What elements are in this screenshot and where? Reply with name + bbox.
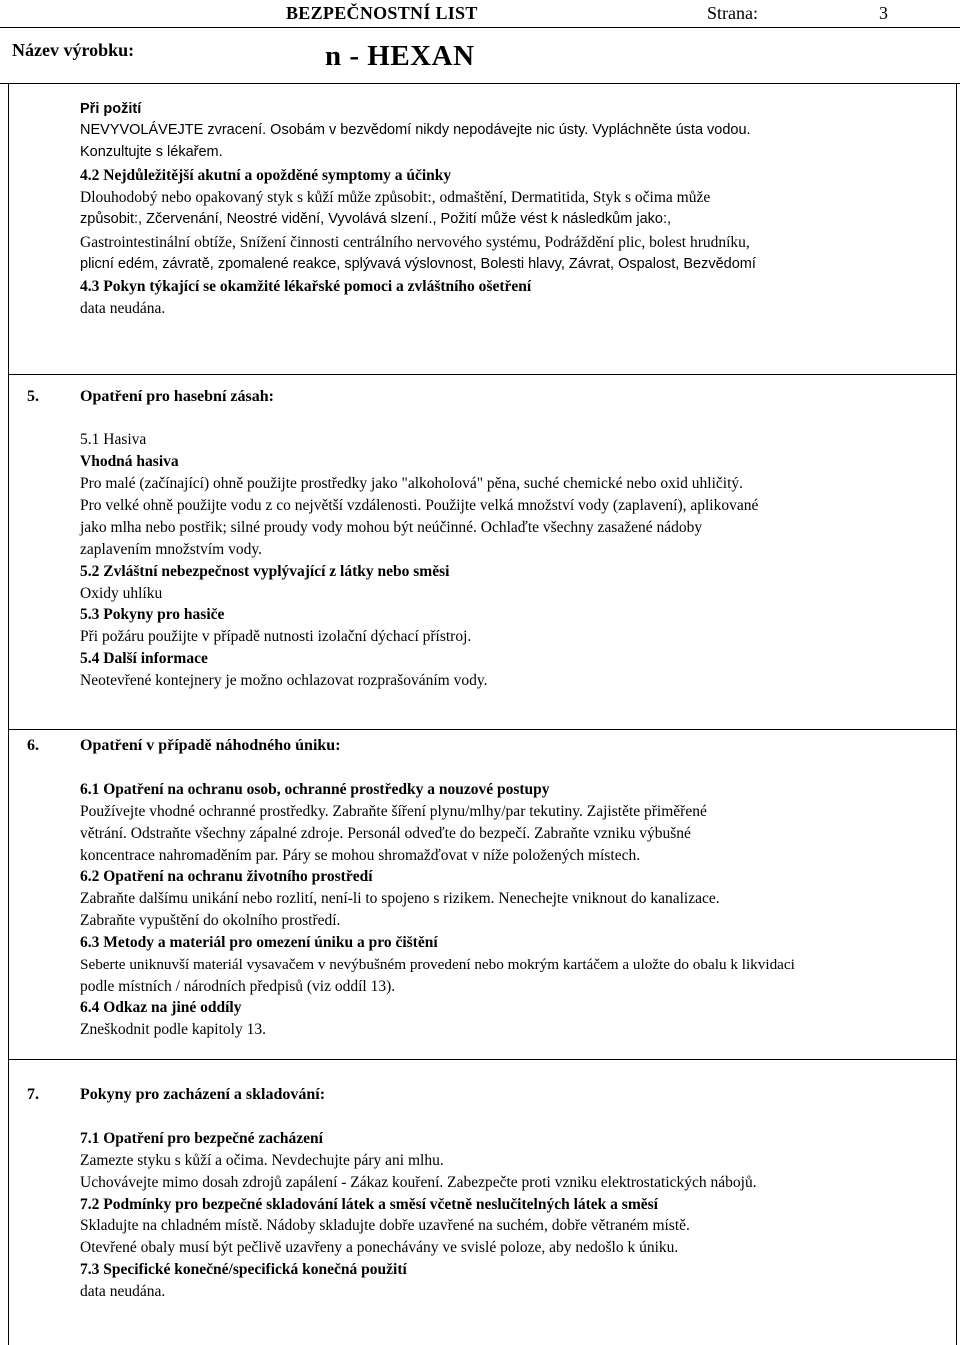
ingestion-heading: Při požití xyxy=(80,101,142,117)
section-7-title: Pokyny pro zacházení a skladování: xyxy=(80,1086,326,1103)
frame-right-6 xyxy=(956,729,957,1059)
subsection-4-3-heading: 4.3 Pokyn týkající se okamžité lékařské pomoci a zvláštního ošetření xyxy=(80,278,532,295)
section-6-number: 6. xyxy=(27,737,39,754)
subsection-7-3-text: data neudána. xyxy=(80,1283,166,1300)
subsection-5-4-heading: 5.4 Další informace xyxy=(80,650,208,667)
section-divider-6 xyxy=(8,729,957,730)
frame-right-7 xyxy=(956,1059,957,1345)
ingestion-text-1: NEVYVOLÁVEJTE zvracení. Osobám v bezvědomí nikdy nepodávejte nic ústy. Vypláchněte ústa vodou. xyxy=(80,122,751,138)
page-number: 3 xyxy=(879,3,888,23)
subsection-7-2-text-2: Otevřené obaly musí být pečlivě uzavřeny a ponechávány ve svislé poloze, aby nedošlo k úniku. xyxy=(80,1239,679,1256)
subsection-7-2-text-1: Skladujte na chladném místě. Nádoby skladujte dobře uzavřené na suchém, dobře větraném místě. xyxy=(80,1217,690,1234)
subsection-6-4-text: Zneškodnit podle kapitoly 13. xyxy=(80,1021,266,1038)
subsection-5-4-text: Neotevřené kontejnery je možno ochlazovat rozprašováním vody. xyxy=(80,672,488,689)
subsection-5-1-text-3: jako mlha nebo postřik; silné proudy vody mohou být neúčinné. Ochlaďte všechny zasažené nádoby xyxy=(80,519,703,536)
subsection-6-2-heading: 6.2 Opatření na ochranu životního prostředí xyxy=(80,868,373,885)
page-label: Strana: xyxy=(707,3,758,23)
subsection-4-2-text-3: Gastrointestinální obtíže, Snížení činnosti centrálního nervového systému, Podráždění plic, bolest hrudníku, xyxy=(80,234,750,251)
subsection-6-1-heading: 6.1 Opatření na ochranu osob, ochranné prostředky a nouzové postupy xyxy=(80,781,550,798)
section-5-title: Opatření pro hasební zásah: xyxy=(80,388,274,405)
section-7-number: 7. xyxy=(27,1086,39,1103)
frame-left-7 xyxy=(8,1059,9,1345)
frame-right-4 xyxy=(956,84,957,374)
subsection-4-2-text-2: způsobit:, Zčervenání, Neostré vidění, Vyvolává slzení., Požití může vést k následkům jako:, xyxy=(80,211,672,227)
subsection-4-2-text-4: plicní edém, závratě, zpomalené reakce, splývavá výslovnost, Bolesti hlavy, Závrat, Ospalost, Bezvědomí xyxy=(80,256,756,272)
header-divider xyxy=(0,27,960,28)
product-name: n - HEXAN xyxy=(325,40,475,72)
subsection-6-2-text-2: Zabraňte vypuštění do okolního prostředí. xyxy=(80,912,341,929)
header-divider-bottom xyxy=(0,83,960,84)
subsection-6-3-text-1: Seberte uniknuvší materiál vysavačem v nevýbušném provedení nebo mokrým kartáčem a uložte do obalu k likvidaci xyxy=(80,956,795,973)
subsection-7-1-text-1: Zamezte styku s kůží a očima. Nevdechujte páry ani mlhu. xyxy=(80,1152,444,1169)
subsection-6-1-text-1: Používejte vhodné ochranné prostředky. Zabraňte šíření plynu/mlhy/par tekutiny. Zajistěte přiměřené xyxy=(80,803,707,820)
section-divider-7 xyxy=(8,1059,957,1060)
frame-left-4 xyxy=(8,84,9,374)
subsection-5-2-heading: 5.2 Zvláštní nebezpečnost vyplývající z látky nebo směsi xyxy=(80,563,450,580)
subsection-6-3-heading: 6.3 Metody a materiál pro omezení úniku a pro čištění xyxy=(80,934,438,951)
subsection-5-3-heading: 5.3 Pokyny pro hasiče xyxy=(80,606,225,623)
subsection-7-3-heading: 7.3 Specifické konečné/specifická konečná použití xyxy=(80,1261,407,1278)
subsection-4-2-text-1: Dlouhodobý nebo opakovaný styk s kůží může způsobit:, odmaštění, Dermatitida, Styk s očima může xyxy=(80,189,711,206)
subsection-7-1-text-2: Uchovávejte mimo dosah zdrojů zapálení - Zákaz kouření. Zabezpečte proti vzniku elektrostatických nábojů. xyxy=(80,1174,757,1191)
suitable-extinguishers-heading: Vhodná hasiva xyxy=(80,453,179,470)
subsection-6-4-heading: 6.4 Odkaz na jiné oddíly xyxy=(80,999,242,1016)
subsection-6-1-text-2: větrání. Odstraňte všechny zápalné zdroje. Personál odveďte do bezpečí. Zabraňte vzniku výbušné xyxy=(80,825,691,842)
subsection-5-1-text-4: zaplavením množstvím vody. xyxy=(80,541,262,558)
frame-right-5 xyxy=(956,374,957,729)
section-5-number: 5. xyxy=(27,388,39,405)
section-divider-5 xyxy=(8,374,957,375)
subsection-5-1-text-2: Pro velké ohně použijte vodu z co největší vzdálenosti. Použijte velká množství vody (zaplavení), aplikované xyxy=(80,497,759,514)
subsection-7-1-heading: 7.1 Opatření pro bezpečné zacházení xyxy=(80,1130,323,1147)
subsection-6-3-text-2: podle místních / národních předpisů (viz oddíl 13). xyxy=(80,978,396,995)
subsection-5-2-text: Oxidy uhlíku xyxy=(80,585,163,602)
ingestion-text-2: Konzultujte s lékařem. xyxy=(80,144,223,160)
document-title: BEZPEČNOSTNÍ LIST xyxy=(286,3,478,23)
subsection-6-2-text-1: Zabraňte dalšímu unikání nebo rozlití, není-li to spojeno s rizikem. Nenechejte vniknout do kanalizace. xyxy=(80,890,720,907)
subsection-5-1-heading: 5.1 Hasiva xyxy=(80,431,147,448)
section-6-title: Opatření v případě náhodného úniku: xyxy=(80,737,341,754)
subsection-4-2-heading: 4.2 Nejdůležitější akutní a opožděné symptomy a účinky xyxy=(80,167,452,184)
page-header xyxy=(0,0,960,25)
subsection-6-1-text-3: koncentrace nahromaděním par. Páry se mohou shromažďovat v níže položených místech. xyxy=(80,847,641,864)
subsection-4-3-text: data neudána. xyxy=(80,300,166,317)
subsection-5-3-text: Při požáru použijte v případě nutnosti izolační dýchací přístroj. xyxy=(80,628,472,645)
product-label: Název výrobku: xyxy=(12,40,135,60)
subsection-7-2-heading: 7.2 Podmínky pro bezpečné skladování látek a směsí včetně neslučitelných látek a směsí xyxy=(80,1196,658,1213)
frame-left-6 xyxy=(8,729,9,1059)
frame-left-5 xyxy=(8,374,9,729)
subsection-5-1-text-1: Pro malé (začínající) ohně použijte prostředky jako "alkoholová" pěna, suché chemické nebo oxid uhličitý. xyxy=(80,475,744,492)
